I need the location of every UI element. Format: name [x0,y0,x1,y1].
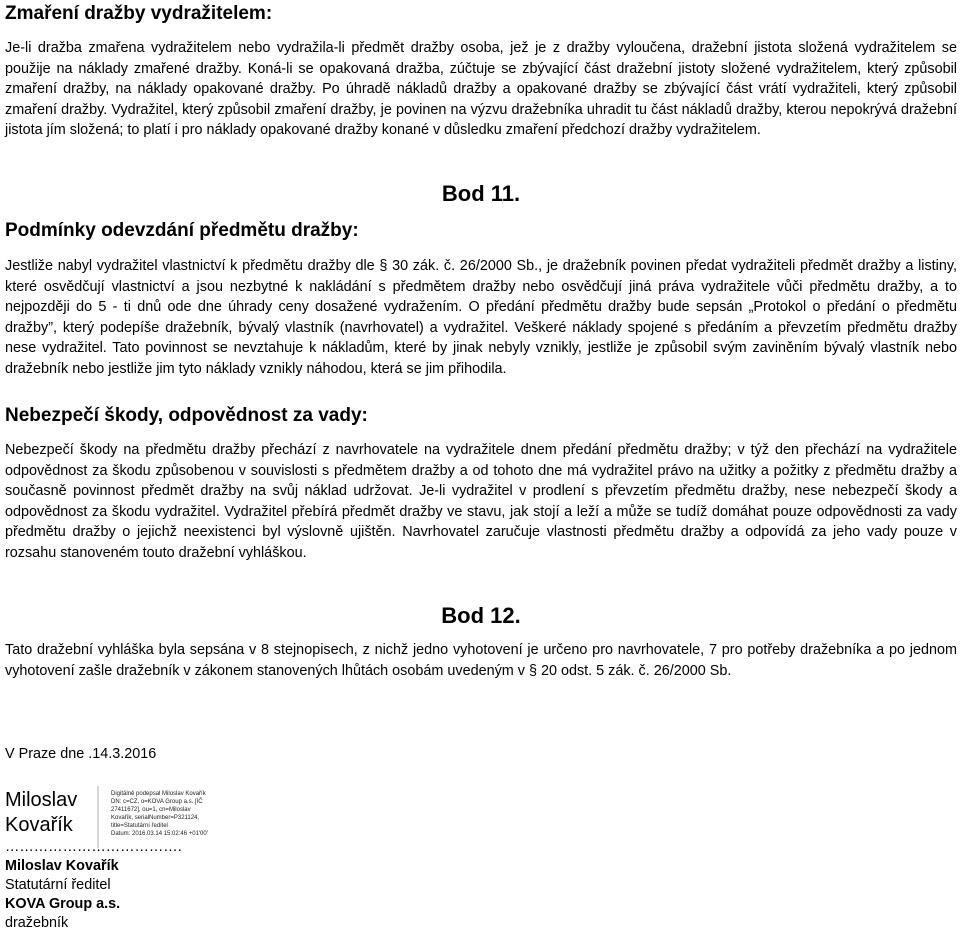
signatory-company: KOVA Group a.s. [5,896,121,912]
paragraph-nebezpeci: Nebezpečí škody na předmětu dražby přechází z navrhovatele na vydražitele dnem předání předmětu dražby; v týž den přechází na vydražitele odpovědnost za škodu způsobenou v souvislosti s předmětem dražby a od tohoto dne má vydražitel právo na užitky a požitky z předmětu dražby a současně povinnost předmět dražby na svůj náklad udržovat. Je-li vydražitel v prodlení s převzetím předmětu dražby, nese nebezpečí škody a odpovědnost za škodu vydražitel. Vydražitel přebírá předmět dražby ve stavu, jak stojí a leží a může se tudíž domáhat pouze odpovědnosti za vady předmětu dražby o jejichž neexistenci byl výslovně ujištěn. Navrhovatel zaručuje vlastnosti předmětu dražby a odpovídá za jeho vady pouze v rozsahu stanoveném touto dražební vyhláškou. [5,442,957,561]
signatory-block [5,838,182,933]
paragraph-zmareni: Je-li dražba zmařena vydražitelem nebo vydražila-li předmět dražby osoba, jež je z dražby vyloučena, dražební jistota složená vydražitelem se použije na náklady zmařené dražby. Koná-li se opakovaná dražba, zúčtuje se zbývající část dražební jistoty složené vydražitelem, který způsobil zmaření dražby, na náklady opakované dražby. Po úhradě nákladů dražby a opakované dražby se zbývající část vrátí vydražiteli, který způsobil zmaření dražby. Vydražitel, který způsobil zmaření dražby, je povinen na výzvu dražebníka uhradit tu část nákladů dražby, kterou nepokrývá dražební jistota jím složená; to platí i pro náklady opakované dražby konané v důsledku zmaření předchozí dražby vydražitelem. [5,40,957,139]
signature-name-line2: Kovařík [5,814,73,836]
signatory-title: Statutární ředitel [5,877,111,893]
signatory-name: Miloslav Kovařík [5,858,119,874]
signature-detail-line: Digitálně podepsal Miloslav Kovařík [111,791,206,797]
paragraph-bod12: Tato dražební vyhláška byla sepsána v 8 stejnopisech, z nichž jedno vyhotovení je určeno pro navrhovatele, 7 pro potřeby dražebníka a po jednom vyhotovení zašle dražebník v zákonem stanovených lhůtách osobám uvedeným v § 20 odst. 5 zák. č. 26/2000 Sb. [5,642,957,679]
signature-name-line1: Miloslav [5,789,78,811]
signature-detail-line: title=Statutární ředitel [111,823,168,829]
heading-odevzdani: Podmínky odevzdání předmětu dražby: [5,220,359,241]
signature-detail-line: 27411672], ou=1, cn=Miloslav [111,807,191,813]
paragraph-odevzdani: Jestliže nabyl vydražitel vlastnictví k předmětu dražby dle § 30 zák. č. 26/2000 Sb., je dražebník povinen předat vydražiteli předmět dražby a listiny, které osvědčují vlastnictví a jsou nezbytné k nakládání s předmětem dražby nebo osvědčují jiná práva vydražitele vůči předmětu dražby, a to nejpozději do 5 - ti dnů ode dne úhrady ceny dosažené vydražením. O předání předmětu dražby bude sepsán „Protokol o předání o předmětu dražby”, který podepíše dražebník, bývalý vlastník (navrhovatel) a vydražitel. Veškeré náklady spojené s předáním a převzetím předmětu dražby nese vydražitel. Tato povinnost se nevztahuje k nákladům, které by jinak nebyly vznikly, jestliže je způsobil svým zaviněním bývalý vlastník nebo dražebník nebo jestliže jim tyto náklady vznikly náhodou, která se jim přihodila. [5,258,957,377]
signature-detail-line: Kovařík, serialNumber=P321124, [111,815,200,821]
bod-11-title: Bod 11. [441,181,521,206]
heading-nebezpeci: Nebezpečí škody, odpovědnost za vady: [5,405,368,426]
signature-detail-line: DN: c=CZ, o=KOVA Group a.s. [IČ [111,799,203,805]
signatory-role: dražebník [5,915,69,931]
heading-zmareni: Zmaření dražby vydražitelem: [5,3,273,24]
signature-dots: ………………………………. [5,839,182,855]
signature-details [111,790,221,838]
bod-12-title: Bod 12. [441,603,521,628]
signature-detail-line: Datum: 2016.03.14 15:02:46 +01'00' [111,831,208,837]
place-date: V Praze dne .14.3.2016 [5,746,157,762]
signature-name [5,788,100,838]
